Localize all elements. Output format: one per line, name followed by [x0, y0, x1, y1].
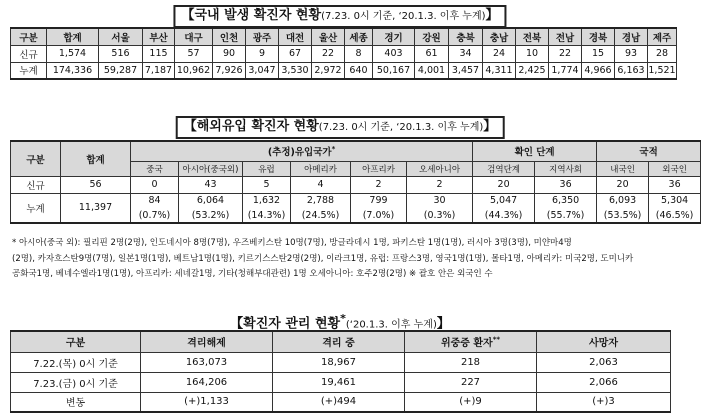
- subheader-cell: 검역단계: [473, 161, 535, 176]
- table-cell: 93: [615, 45, 648, 62]
- table-cell: 2,972: [312, 62, 345, 79]
- table-cell: 56: [61, 176, 131, 193]
- table-cell: 90: [213, 45, 246, 62]
- domestic-title-text: 【국내 발생 확진자 현황: [181, 8, 322, 23]
- table-cell: 61: [415, 45, 449, 62]
- imported-title-close: 】: [483, 119, 497, 134]
- footnote-mark: *: [331, 145, 336, 154]
- percent-cell: (55.7%): [535, 208, 597, 223]
- table-cell: 9: [246, 45, 279, 62]
- management-header-row: [11, 331, 671, 352]
- management-title-text: 【확진자 관리 현황: [230, 316, 341, 332]
- header-cell: 구분: [11, 331, 141, 352]
- imported-cumulative-row: [11, 193, 701, 208]
- table-cell: 19,461: [273, 372, 405, 392]
- table-cell: 34: [449, 45, 483, 62]
- percent-cell: (53.5%): [597, 208, 649, 223]
- table-cell: 0: [131, 176, 179, 193]
- table-cell: 15: [582, 45, 615, 62]
- table-cell: 6,093: [597, 193, 649, 208]
- percent-cell: (14.3%): [243, 208, 291, 223]
- table-cell: 28: [648, 45, 677, 62]
- imported-title-subtitle: (7.23. 0시 기준, ‘20.1.3. 이후 누계): [318, 122, 484, 133]
- table-cell: 3,047: [246, 62, 279, 79]
- header-cell: 경북: [582, 28, 615, 45]
- domestic-title-subtitle: (7.23. 0시 기준, ‘20.1.3. 이후 누계): [321, 11, 486, 22]
- header-text: 위중증 환자: [440, 338, 493, 350]
- subheader-cell: 중국: [131, 161, 179, 176]
- percent-cell: (0.3%): [407, 208, 473, 223]
- imported-new-row: [11, 176, 701, 193]
- subheader-cell: 유럽: [243, 161, 291, 176]
- table-cell: (+)1,133: [141, 392, 273, 412]
- table-cell: 43: [179, 176, 243, 193]
- header-cell: 경남: [615, 28, 648, 45]
- subheader-cell: 지역사회: [535, 161, 597, 176]
- table-cell: 2,066: [537, 372, 671, 392]
- table-cell: 799: [351, 193, 407, 208]
- domestic-header-row: [11, 28, 677, 45]
- header-cell: 제주: [648, 28, 677, 45]
- footnote-mark: *: [340, 312, 346, 325]
- table-cell: 67: [279, 45, 312, 62]
- table-cell: 2,425: [516, 62, 549, 79]
- header-cell: 전남: [549, 28, 582, 45]
- header-cell: 광주: [246, 28, 279, 45]
- header-cell: 인천: [213, 28, 246, 45]
- header-cell: 국적: [597, 141, 701, 161]
- table-cell: 20: [473, 176, 535, 193]
- subheader-cell: 아메리카: [291, 161, 351, 176]
- domestic-cumulative-row: [11, 62, 677, 79]
- header-cell: 사망자: [537, 331, 671, 352]
- subheader-cell: 내국인: [597, 161, 649, 176]
- percent-cell: (44.3%): [473, 208, 535, 223]
- table-cell: 163,073: [141, 352, 273, 372]
- table-cell: 84: [131, 193, 179, 208]
- domestic-cases-table: [10, 27, 677, 80]
- header-cell: 전북: [516, 28, 549, 45]
- table-cell: 신규: [11, 45, 47, 62]
- domestic-new-row: [11, 45, 677, 62]
- table-cell: 7,926: [213, 62, 246, 79]
- percent-cell: (0.7%): [131, 208, 179, 223]
- subheader-cell: 외국인: [649, 161, 701, 176]
- management-title-subtitle: (‘20.1.3. 이후 누계): [345, 319, 437, 331]
- header-cell: 충북: [449, 28, 483, 45]
- table-cell: 22: [549, 45, 582, 62]
- table-cell: 4: [291, 176, 351, 193]
- table-cell: 403: [373, 45, 415, 62]
- subheader-cell: 오세아니아: [407, 161, 473, 176]
- domestic-title-close: 】: [485, 8, 499, 23]
- header-cell-critical: [405, 331, 537, 352]
- percent-cell: (24.5%): [291, 208, 351, 223]
- table-cell: 2,063: [537, 352, 671, 372]
- table-cell: 5,047: [473, 193, 535, 208]
- table-cell: 5,304: [649, 193, 701, 208]
- table-cell: 36: [535, 176, 597, 193]
- footnote-line: 공화국1명, 베네수엘라1명(1명), 아프리카: 세네갈1명, 기타(청해부대관련) 1명 오세아니아: 호주2명(2명) ※ 괄호 안은 외국인 수: [12, 269, 493, 279]
- header-cell: 격리 중: [273, 331, 405, 352]
- table-cell: 36: [649, 176, 701, 193]
- header-cell: 합계: [47, 28, 99, 45]
- table-cell: (+)9: [405, 392, 537, 412]
- table-cell: 59,287: [99, 62, 143, 79]
- header-cell: 부산: [143, 28, 175, 45]
- table-cell: 640: [345, 62, 373, 79]
- table-cell: 3,457: [449, 62, 483, 79]
- table-cell: 22: [312, 45, 345, 62]
- header-cell: 서울: [99, 28, 143, 45]
- header-cell: 구분: [11, 28, 47, 45]
- footnote-mark: **: [492, 335, 501, 344]
- table-cell: 516: [99, 45, 143, 62]
- header-cell: 세종: [345, 28, 373, 45]
- header-cell: 확인 단계: [473, 141, 597, 161]
- table-cell: 8: [345, 45, 373, 62]
- table-cell: 6,163: [615, 62, 648, 79]
- table-cell: 4,311: [483, 62, 516, 79]
- table-cell: 227: [405, 372, 537, 392]
- table-cell: 1,574: [47, 45, 99, 62]
- table-cell: 218: [405, 352, 537, 372]
- header-text: (추정)유입국가: [267, 147, 332, 159]
- imported-header-row: [11, 141, 701, 161]
- table-cell: 변동: [11, 392, 141, 412]
- management-row: [11, 372, 671, 392]
- table-cell: 50,167: [373, 62, 415, 79]
- management-title-close: 】: [436, 316, 450, 332]
- management-change-row: [11, 392, 671, 412]
- table-cell: 18,967: [273, 352, 405, 372]
- table-cell: 신규: [11, 176, 61, 193]
- table-cell: 10,962: [175, 62, 213, 79]
- percent-cell: (46.5%): [649, 208, 701, 223]
- header-cell: 울산: [312, 28, 345, 45]
- domestic-cases-title: [173, 5, 506, 28]
- table-cell: 6,064: [179, 193, 243, 208]
- table-cell: 1,521: [648, 62, 677, 79]
- header-cell: 격리해제: [141, 331, 273, 352]
- header-cell: 합계: [61, 141, 131, 176]
- table-cell: 3,530: [279, 62, 312, 79]
- percent-cell: (53.2%): [179, 208, 243, 223]
- table-cell: 30: [407, 193, 473, 208]
- table-cell: 4,001: [415, 62, 449, 79]
- table-cell: 7.23.(금) 0시 기준: [11, 372, 141, 392]
- table-cell: 6,350: [535, 193, 597, 208]
- table-cell: 57: [175, 45, 213, 62]
- table-cell: 11,397: [61, 193, 131, 223]
- footnote-line: (2명), 카자흐스탄9명(7명), 일본1명(1명), 베트남1명(1명), 키르기스스탄2명(2명), 이라크1명, 유럽: 프랑스3명, 영국1명(1명), 몰타1명, 아메리카: 미국2명, 도미니카: [12, 253, 634, 264]
- table-cell: 10: [516, 45, 549, 62]
- table-cell: 174,336: [47, 62, 99, 79]
- table-cell: 누계: [11, 193, 61, 223]
- table-cell: 115: [143, 45, 175, 62]
- table-cell: 2: [351, 176, 407, 193]
- table-cell: 7.22.(목) 0시 기준: [11, 352, 141, 372]
- table-cell: 24: [483, 45, 516, 62]
- table-cell: 4,966: [582, 62, 615, 79]
- table-cell: 1,632: [243, 193, 291, 208]
- table-cell: 누계: [11, 62, 47, 79]
- table-cell: 20: [597, 176, 649, 193]
- footnotes: [12, 236, 672, 283]
- table-cell: 164,206: [141, 372, 273, 392]
- percent-cell: (7.0%): [351, 208, 407, 223]
- subheader-cell: 아시아(중국외): [179, 161, 243, 176]
- table-cell: (+)494: [273, 392, 405, 412]
- management-row: [11, 352, 671, 372]
- header-cell: 대전: [279, 28, 312, 45]
- header-cell: 강원: [415, 28, 449, 45]
- subheader-cell: 아프리카: [351, 161, 407, 176]
- footnote-line: * 아시아(중국 외): 필리핀 2명(2명), 인도네시아 8명(7명), 우즈베키스탄 10명(7명), 방글라데시 1명, 파키스탄 1명(1명), 러시아 3명(3명), 미얀마4명: [12, 238, 572, 248]
- imported-cases-title: [176, 116, 505, 139]
- table-cell: (+)3: [537, 392, 671, 412]
- header-cell: 구분: [11, 141, 61, 176]
- table-cell: 1,774: [549, 62, 582, 79]
- table-cell: 5: [243, 176, 291, 193]
- table-cell: 7,187: [143, 62, 175, 79]
- table-cell: 2,788: [291, 193, 351, 208]
- imported-title-text: 【해외유입 확진자 현황: [183, 119, 319, 134]
- management-table: [10, 330, 671, 413]
- imported-cases-table: [10, 140, 701, 224]
- header-cell: 충남: [483, 28, 516, 45]
- table-cell: 2: [407, 176, 473, 193]
- header-cell: 대구: [175, 28, 213, 45]
- header-cell: 경기: [373, 28, 415, 45]
- header-cell-estimated-country: [131, 141, 473, 161]
